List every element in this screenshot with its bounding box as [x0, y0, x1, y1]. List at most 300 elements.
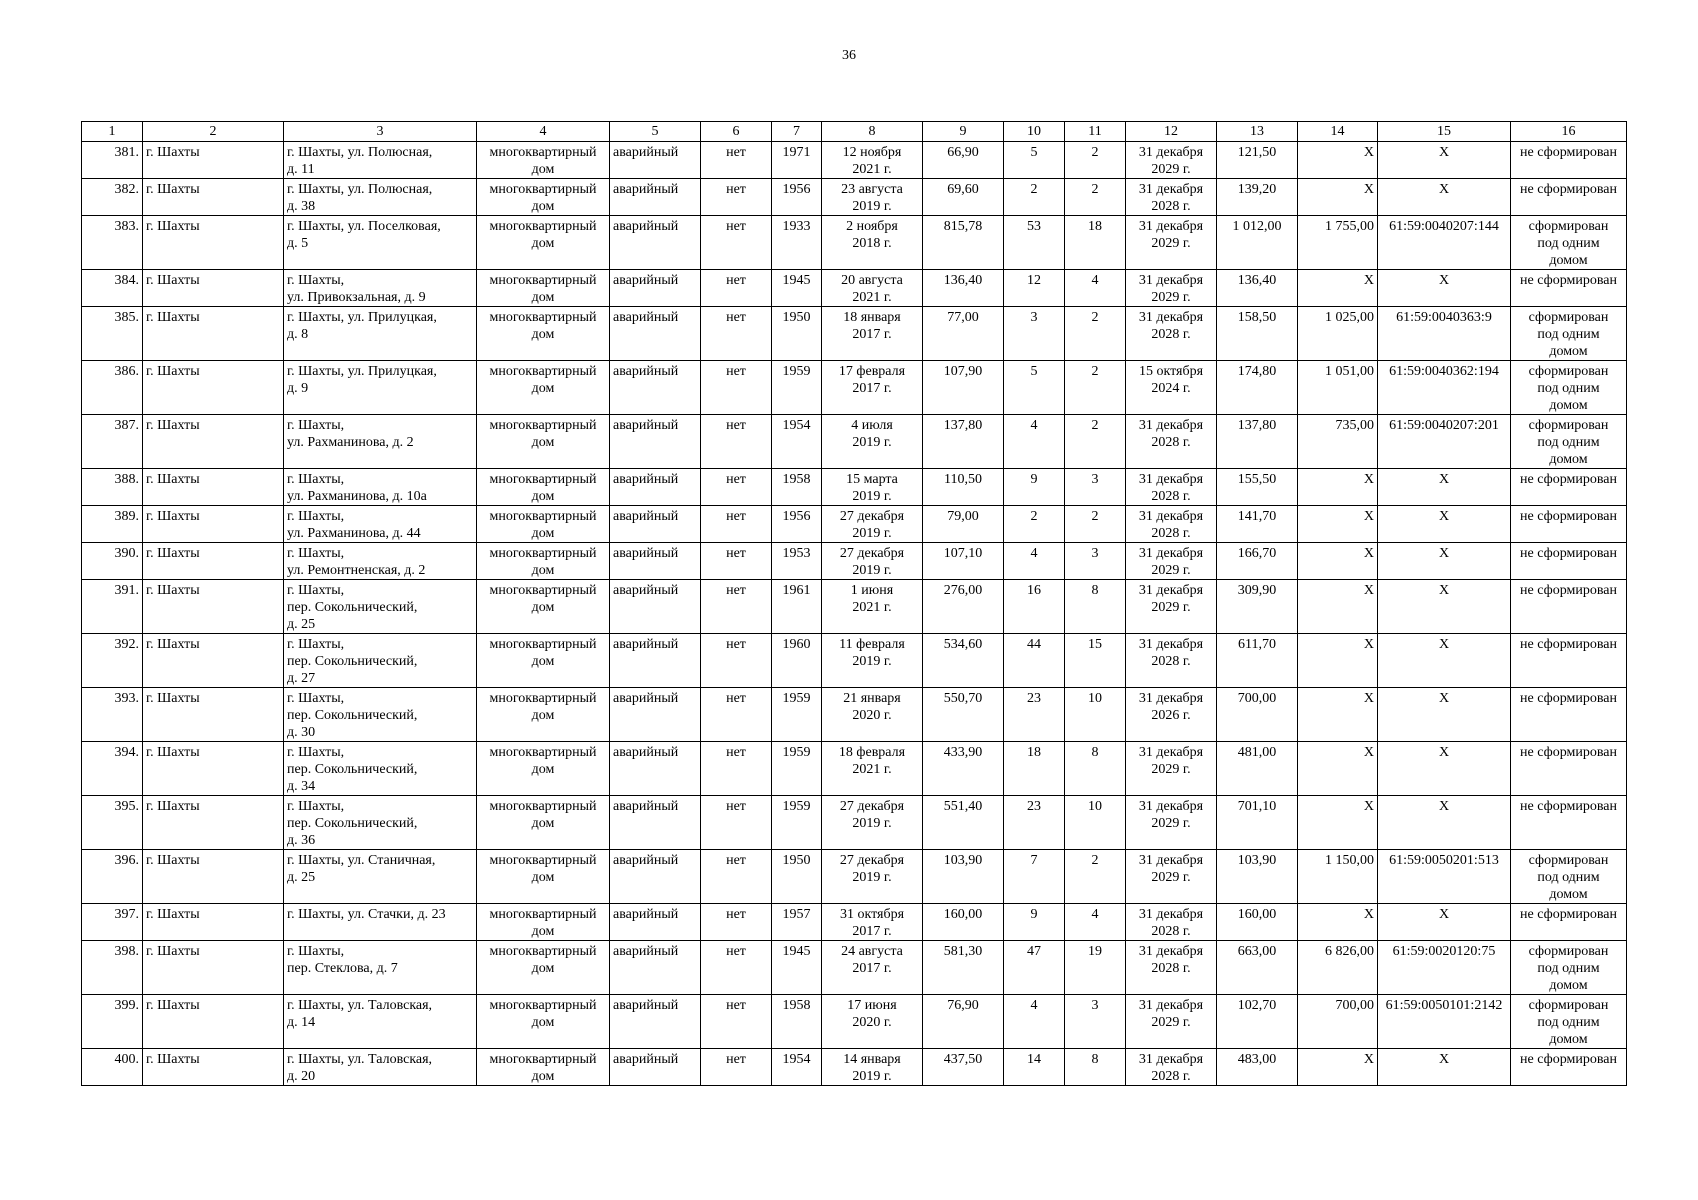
column-6-cell: нет	[701, 307, 772, 361]
column-14-cell: Х	[1298, 904, 1378, 941]
column-13-cell: 158,50	[1217, 307, 1298, 361]
column-6-cell: нет	[701, 543, 772, 580]
condition-cell: аварийный	[610, 361, 701, 415]
municipality-cell: г. Шахты	[143, 941, 284, 995]
column-14-cell: 6 826,00	[1298, 941, 1378, 995]
column-header: 15	[1378, 122, 1511, 142]
recognition-date-cell	[822, 850, 923, 904]
cadastral-number-cell: 61:59:0050201:513	[1378, 850, 1511, 904]
building-type-line: дом	[531, 924, 555, 939]
column-header: 11	[1065, 122, 1126, 142]
recognition-date-cell	[822, 469, 923, 506]
recognition-date-line: 2021 г.	[852, 162, 892, 177]
cadastral-number-cell: 61:59:0040207:201	[1378, 415, 1511, 469]
building-type-line: многоквартирный	[489, 546, 597, 561]
recognition-date-line: 2021 г.	[852, 290, 892, 305]
recognition-date-cell	[822, 270, 923, 307]
resettlement-deadline-line: 2028 г.	[1151, 435, 1191, 450]
table-row	[82, 415, 1627, 469]
column-9-cell: 550,70	[923, 688, 1004, 742]
resettlement-deadline-line: 31 декабря	[1138, 145, 1204, 160]
condition-cell: аварийный	[610, 796, 701, 850]
column-10-cell: 16	[1004, 580, 1065, 634]
column-14-cell: Х	[1298, 688, 1378, 742]
column-9-cell: 77,00	[923, 307, 1004, 361]
column-9-cell: 551,40	[923, 796, 1004, 850]
column-6-cell: нет	[701, 995, 772, 1049]
column-header: 13	[1217, 122, 1298, 142]
building-type-line: многоквартирный	[489, 1052, 597, 1067]
building-type-cell	[477, 506, 610, 543]
resettlement-deadline-line: 31 декабря	[1138, 310, 1204, 325]
building-type-line: дом	[531, 1015, 555, 1030]
address-line: д. 9	[287, 381, 309, 396]
address-line: пер. Сокольнический,	[287, 708, 418, 723]
column-header: 3	[284, 122, 477, 142]
recognition-date-line: 2 ноября	[846, 219, 898, 234]
building-type-line: дом	[531, 563, 555, 578]
column-11-cell: 2	[1065, 361, 1126, 415]
recognition-date-cell	[822, 580, 923, 634]
column-9-cell: 160,00	[923, 904, 1004, 941]
land-plot-status-line: сформирован	[1528, 219, 1609, 234]
building-type-line: дом	[531, 600, 555, 615]
municipality-cell: г. Шахты	[143, 415, 284, 469]
column-header: 16	[1511, 122, 1627, 142]
column-13-cell: 102,70	[1217, 995, 1298, 1049]
building-type-line: дом	[531, 489, 555, 504]
row-number-cell: 393.	[82, 688, 143, 742]
column-number-row	[82, 122, 1627, 142]
column-6-cell: нет	[701, 580, 772, 634]
land-plot-status-line: не сформирован	[1520, 472, 1617, 487]
resettlement-deadline-line: 31 декабря	[1138, 219, 1204, 234]
land-plot-status-cell	[1511, 179, 1627, 216]
address-line: пер. Сокольнический,	[287, 816, 418, 831]
column-header: 5	[610, 122, 701, 142]
land-plot-status-cell	[1511, 307, 1627, 361]
column-6-cell: нет	[701, 634, 772, 688]
condition-cell: аварийный	[610, 543, 701, 580]
column-6-cell: нет	[701, 742, 772, 796]
year-built-cell: 1950	[772, 307, 822, 361]
building-type-line: дом	[531, 327, 555, 342]
column-13-cell: 700,00	[1217, 688, 1298, 742]
recognition-date-line: 24 августа	[841, 944, 903, 959]
building-type-line: многоквартирный	[489, 691, 597, 706]
recognition-date-line: 2017 г.	[852, 327, 892, 342]
recognition-date-line: 2020 г.	[852, 708, 892, 723]
column-13-cell: 309,90	[1217, 580, 1298, 634]
resettlement-deadline-cell	[1126, 361, 1217, 415]
land-plot-status-cell	[1511, 742, 1627, 796]
address-cell	[284, 142, 477, 179]
building-type-line: многоквартирный	[489, 944, 597, 959]
column-11-cell: 8	[1065, 742, 1126, 796]
resettlement-deadline-line: 2028 г.	[1151, 961, 1191, 976]
column-header: 7	[772, 122, 822, 142]
cadastral-number-cell: Х	[1378, 688, 1511, 742]
land-plot-status-cell	[1511, 142, 1627, 179]
condition-cell: аварийный	[610, 1049, 701, 1086]
column-10-cell: 5	[1004, 361, 1065, 415]
year-built-cell: 1954	[772, 415, 822, 469]
address-cell	[284, 580, 477, 634]
recognition-date-line: 31 октября	[839, 907, 905, 922]
land-plot-status-line: под одним	[1537, 381, 1600, 396]
cadastral-number-cell: Х	[1378, 904, 1511, 941]
resettlement-deadline-line: 31 декабря	[1138, 691, 1204, 706]
land-plot-status-cell	[1511, 270, 1627, 307]
land-plot-status-cell	[1511, 1049, 1627, 1086]
column-9-cell: 69,60	[923, 179, 1004, 216]
address-line: пер. Сокольнический,	[287, 762, 418, 777]
column-10-cell: 23	[1004, 688, 1065, 742]
land-plot-status-line: под одним	[1537, 327, 1600, 342]
land-plot-status-line: под одним	[1537, 236, 1600, 251]
column-6-cell: нет	[701, 415, 772, 469]
column-6-cell: нет	[701, 216, 772, 270]
resettlement-deadline-line: 2024 г.	[1151, 381, 1191, 396]
address-line: г. Шахты, ул. Прилуцкая,	[287, 310, 437, 325]
municipality-cell: г. Шахты	[143, 688, 284, 742]
building-type-line: дом	[531, 290, 555, 305]
land-plot-status-cell	[1511, 543, 1627, 580]
column-9-cell: 534,60	[923, 634, 1004, 688]
column-10-cell: 9	[1004, 469, 1065, 506]
housing-registry-table	[81, 121, 1627, 1086]
recognition-date-line: 2019 г.	[852, 435, 892, 450]
cadastral-number-cell: Х	[1378, 634, 1511, 688]
row-number-cell: 399.	[82, 995, 143, 1049]
land-plot-status-cell	[1511, 361, 1627, 415]
recognition-date-cell	[822, 995, 923, 1049]
building-type-line: дом	[531, 870, 555, 885]
column-9-cell: 79,00	[923, 506, 1004, 543]
resettlement-deadline-line: 31 декабря	[1138, 637, 1204, 652]
recognition-date-cell	[822, 179, 923, 216]
column-11-cell: 10	[1065, 688, 1126, 742]
table-row	[82, 580, 1627, 634]
column-11-cell: 2	[1065, 506, 1126, 543]
column-9-cell: 66,90	[923, 142, 1004, 179]
municipality-cell: г. Шахты	[143, 995, 284, 1049]
municipality-cell: г. Шахты	[143, 850, 284, 904]
year-built-cell: 1959	[772, 361, 822, 415]
recognition-date-line: 17 июня	[847, 998, 897, 1013]
column-13-cell: 155,50	[1217, 469, 1298, 506]
condition-cell: аварийный	[610, 634, 701, 688]
year-built-cell: 1945	[772, 941, 822, 995]
land-plot-status-line: не сформирован	[1520, 907, 1617, 922]
resettlement-deadline-line: 31 декабря	[1138, 1052, 1204, 1067]
land-plot-status-line: домом	[1549, 398, 1588, 413]
address-line: г. Шахты, ул. Прилуцкая,	[287, 364, 437, 379]
year-built-cell: 1958	[772, 469, 822, 506]
resettlement-deadline-line: 31 декабря	[1138, 907, 1204, 922]
row-number-cell: 400.	[82, 1049, 143, 1086]
row-number-cell: 386.	[82, 361, 143, 415]
column-9-cell: 433,90	[923, 742, 1004, 796]
address-line: д. 36	[287, 833, 316, 848]
recognition-date-line: 2019 г.	[852, 1069, 892, 1084]
recognition-date-line: 2020 г.	[852, 1015, 892, 1030]
column-10-cell: 18	[1004, 742, 1065, 796]
municipality-cell: г. Шахты	[143, 634, 284, 688]
registry-body	[82, 142, 1627, 1086]
building-type-cell	[477, 270, 610, 307]
land-plot-status-line: домом	[1549, 1032, 1588, 1047]
municipality-cell: г. Шахты	[143, 1049, 284, 1086]
building-type-cell	[477, 179, 610, 216]
address-line: г. Шахты, ул. Полюсная,	[287, 182, 433, 197]
column-13-cell: 483,00	[1217, 1049, 1298, 1086]
municipality-cell: г. Шахты	[143, 904, 284, 941]
resettlement-deadline-line: 2026 г.	[1151, 708, 1191, 723]
building-type-line: многоквартирный	[489, 418, 597, 433]
row-number-cell: 382.	[82, 179, 143, 216]
address-line: г. Шахты, ул. Станичная,	[287, 853, 436, 868]
land-plot-status-line: не сформирован	[1520, 509, 1617, 524]
land-plot-status-line: под одним	[1537, 870, 1600, 885]
address-line: ул. Ремонтненская, д. 2	[287, 563, 426, 578]
building-type-line: дом	[531, 708, 555, 723]
municipality-cell: г. Шахты	[143, 270, 284, 307]
resettlement-deadline-line: 2028 г.	[1151, 199, 1191, 214]
cadastral-number-cell: Х	[1378, 1049, 1511, 1086]
address-cell	[284, 506, 477, 543]
address-cell	[284, 1049, 477, 1086]
cadastral-number-cell: Х	[1378, 742, 1511, 796]
recognition-date-line: 2019 г.	[852, 654, 892, 669]
year-built-cell: 1954	[772, 1049, 822, 1086]
building-type-line: дом	[531, 816, 555, 831]
address-line: г. Шахты,	[287, 546, 345, 561]
building-type-line: многоквартирный	[489, 745, 597, 760]
land-plot-status-line: сформирован	[1528, 853, 1609, 868]
condition-cell: аварийный	[610, 904, 701, 941]
municipality-cell: г. Шахты	[143, 580, 284, 634]
address-line: д. 14	[287, 1015, 316, 1030]
column-11-cell: 3	[1065, 995, 1126, 1049]
column-6-cell: нет	[701, 796, 772, 850]
resettlement-deadline-line: 31 декабря	[1138, 418, 1204, 433]
column-10-cell: 4	[1004, 995, 1065, 1049]
address-line: д. 11	[287, 162, 315, 177]
column-9-cell: 437,50	[923, 1049, 1004, 1086]
column-9-cell: 276,00	[923, 580, 1004, 634]
building-type-line: многоквартирный	[489, 583, 597, 598]
address-line: пер. Стеклова, д. 7	[287, 961, 398, 976]
year-built-cell: 1971	[772, 142, 822, 179]
address-line: д. 38	[287, 199, 316, 214]
column-6-cell: нет	[701, 850, 772, 904]
row-number-cell: 396.	[82, 850, 143, 904]
recognition-date-cell	[822, 1049, 923, 1086]
recognition-date-line: 2017 г.	[852, 961, 892, 976]
building-type-line: многоквартирный	[489, 853, 597, 868]
recognition-date-line: 2017 г.	[852, 924, 892, 939]
resettlement-deadline-cell	[1126, 469, 1217, 506]
recognition-date-line: 2017 г.	[852, 381, 892, 396]
column-11-cell: 19	[1065, 941, 1126, 995]
recognition-date-cell	[822, 506, 923, 543]
column-13-cell: 1 012,00	[1217, 216, 1298, 270]
column-13-cell: 103,90	[1217, 850, 1298, 904]
recognition-date-line: 17 февраля	[838, 364, 906, 379]
column-11-cell: 3	[1065, 469, 1126, 506]
column-11-cell: 2	[1065, 415, 1126, 469]
recognition-date-line: 23 августа	[841, 182, 903, 197]
building-type-line: многоквартирный	[489, 364, 597, 379]
building-type-cell	[477, 796, 610, 850]
column-14-cell: 1 051,00	[1298, 361, 1378, 415]
column-11-cell: 2	[1065, 307, 1126, 361]
cadastral-number-cell: Х	[1378, 270, 1511, 307]
column-9-cell: 136,40	[923, 270, 1004, 307]
address-cell	[284, 796, 477, 850]
address-line: г. Шахты, ул. Полюсная,	[287, 145, 433, 160]
column-9-cell: 110,50	[923, 469, 1004, 506]
column-14-cell: Х	[1298, 506, 1378, 543]
building-type-line: многоквартирный	[489, 637, 597, 652]
cadastral-number-cell: 61:59:0040362:194	[1378, 361, 1511, 415]
recognition-date-cell	[822, 634, 923, 688]
cadastral-number-cell: 61:59:0040207:144	[1378, 216, 1511, 270]
cadastral-number-cell: Х	[1378, 179, 1511, 216]
land-plot-status-line: сформирован	[1528, 998, 1609, 1013]
address-line: г. Шахты, ул. Поселковая,	[287, 219, 441, 234]
column-6-cell: нет	[701, 688, 772, 742]
recognition-date-line: 2019 г.	[852, 489, 892, 504]
column-9-cell: 581,30	[923, 941, 1004, 995]
year-built-cell: 1959	[772, 742, 822, 796]
resettlement-deadline-cell	[1126, 270, 1217, 307]
resettlement-deadline-line: 15 октября	[1138, 364, 1204, 379]
land-plot-status-line: сформирован	[1528, 418, 1609, 433]
column-10-cell: 2	[1004, 179, 1065, 216]
column-10-cell: 3	[1004, 307, 1065, 361]
row-number-cell: 385.	[82, 307, 143, 361]
building-type-line: дом	[531, 381, 555, 396]
row-number-cell: 383.	[82, 216, 143, 270]
column-header: 14	[1298, 122, 1378, 142]
column-11-cell: 3	[1065, 543, 1126, 580]
resettlement-deadline-line: 31 декабря	[1138, 944, 1204, 959]
year-built-cell: 1959	[772, 688, 822, 742]
resettlement-deadline-line: 31 декабря	[1138, 998, 1204, 1013]
recognition-date-cell	[822, 742, 923, 796]
land-plot-status-cell	[1511, 941, 1627, 995]
resettlement-deadline-cell	[1126, 904, 1217, 941]
recognition-date-line: 18 января	[843, 310, 901, 325]
land-plot-status-line: сформирован	[1528, 944, 1609, 959]
address-line: д. 20	[287, 1069, 316, 1084]
address-line: пер. Сокольнический,	[287, 654, 418, 669]
address-cell	[284, 415, 477, 469]
recognition-date-line: 2019 г.	[852, 816, 892, 831]
resettlement-deadline-cell	[1126, 850, 1217, 904]
column-10-cell: 47	[1004, 941, 1065, 995]
land-plot-status-line: не сформирован	[1520, 583, 1617, 598]
column-11-cell: 4	[1065, 904, 1126, 941]
condition-cell: аварийный	[610, 469, 701, 506]
column-13-cell: 481,00	[1217, 742, 1298, 796]
land-plot-status-line: под одним	[1537, 435, 1600, 450]
resettlement-deadline-cell	[1126, 688, 1217, 742]
municipality-cell: г. Шахты	[143, 506, 284, 543]
resettlement-deadline-line: 2028 г.	[1151, 924, 1191, 939]
address-line: г. Шахты,	[287, 418, 345, 433]
column-13-cell: 701,10	[1217, 796, 1298, 850]
row-number-cell: 389.	[82, 506, 143, 543]
building-type-line: дом	[531, 162, 555, 177]
land-plot-status-cell	[1511, 634, 1627, 688]
resettlement-deadline-cell	[1126, 543, 1217, 580]
resettlement-deadline-cell	[1126, 1049, 1217, 1086]
table-row	[82, 634, 1627, 688]
building-type-line: многоквартирный	[489, 907, 597, 922]
column-13-cell: 137,80	[1217, 415, 1298, 469]
recognition-date-line: 2018 г.	[852, 236, 892, 251]
address-line: д. 5	[287, 236, 309, 251]
column-9-cell: 137,80	[923, 415, 1004, 469]
column-14-cell: Х	[1298, 469, 1378, 506]
row-number-cell: 394.	[82, 742, 143, 796]
column-6-cell: нет	[701, 469, 772, 506]
column-9-cell: 103,90	[923, 850, 1004, 904]
address-cell	[284, 850, 477, 904]
address-line: д. 8	[287, 327, 309, 342]
building-type-cell	[477, 216, 610, 270]
column-9-cell: 107,10	[923, 543, 1004, 580]
column-6-cell: нет	[701, 179, 772, 216]
municipality-cell: г. Шахты	[143, 742, 284, 796]
land-plot-status-line: под одним	[1537, 961, 1600, 976]
building-type-line: дом	[531, 762, 555, 777]
address-line: г. Шахты,	[287, 637, 345, 652]
row-number-cell: 397.	[82, 904, 143, 941]
land-plot-status-line: под одним	[1537, 1015, 1600, 1030]
address-cell	[284, 216, 477, 270]
column-13-cell: 139,20	[1217, 179, 1298, 216]
recognition-date-cell	[822, 941, 923, 995]
column-header: 1	[82, 122, 143, 142]
address-line: д. 25	[287, 870, 316, 885]
resettlement-deadline-line: 31 декабря	[1138, 273, 1204, 288]
row-number-cell: 392.	[82, 634, 143, 688]
land-plot-status-cell	[1511, 904, 1627, 941]
column-14-cell: Х	[1298, 543, 1378, 580]
condition-cell: аварийный	[610, 688, 701, 742]
land-plot-status-line: не сформирован	[1520, 691, 1617, 706]
row-number-cell: 398.	[82, 941, 143, 995]
land-plot-status-line: не сформирован	[1520, 273, 1617, 288]
resettlement-deadline-line: 2028 г.	[1151, 327, 1191, 342]
resettlement-deadline-line: 2029 г.	[1151, 816, 1191, 831]
address-line: г. Шахты, ул. Таловская,	[287, 998, 433, 1013]
land-plot-status-line: домом	[1549, 887, 1588, 902]
building-type-line: дом	[531, 961, 555, 976]
address-line: г. Шахты,	[287, 583, 345, 598]
municipality-cell: г. Шахты	[143, 796, 284, 850]
resettlement-deadline-line: 31 декабря	[1138, 182, 1204, 197]
column-10-cell: 23	[1004, 796, 1065, 850]
building-type-line: дом	[531, 526, 555, 541]
address-line: д. 25	[287, 617, 316, 632]
recognition-date-cell	[822, 415, 923, 469]
column-14-cell: Х	[1298, 796, 1378, 850]
